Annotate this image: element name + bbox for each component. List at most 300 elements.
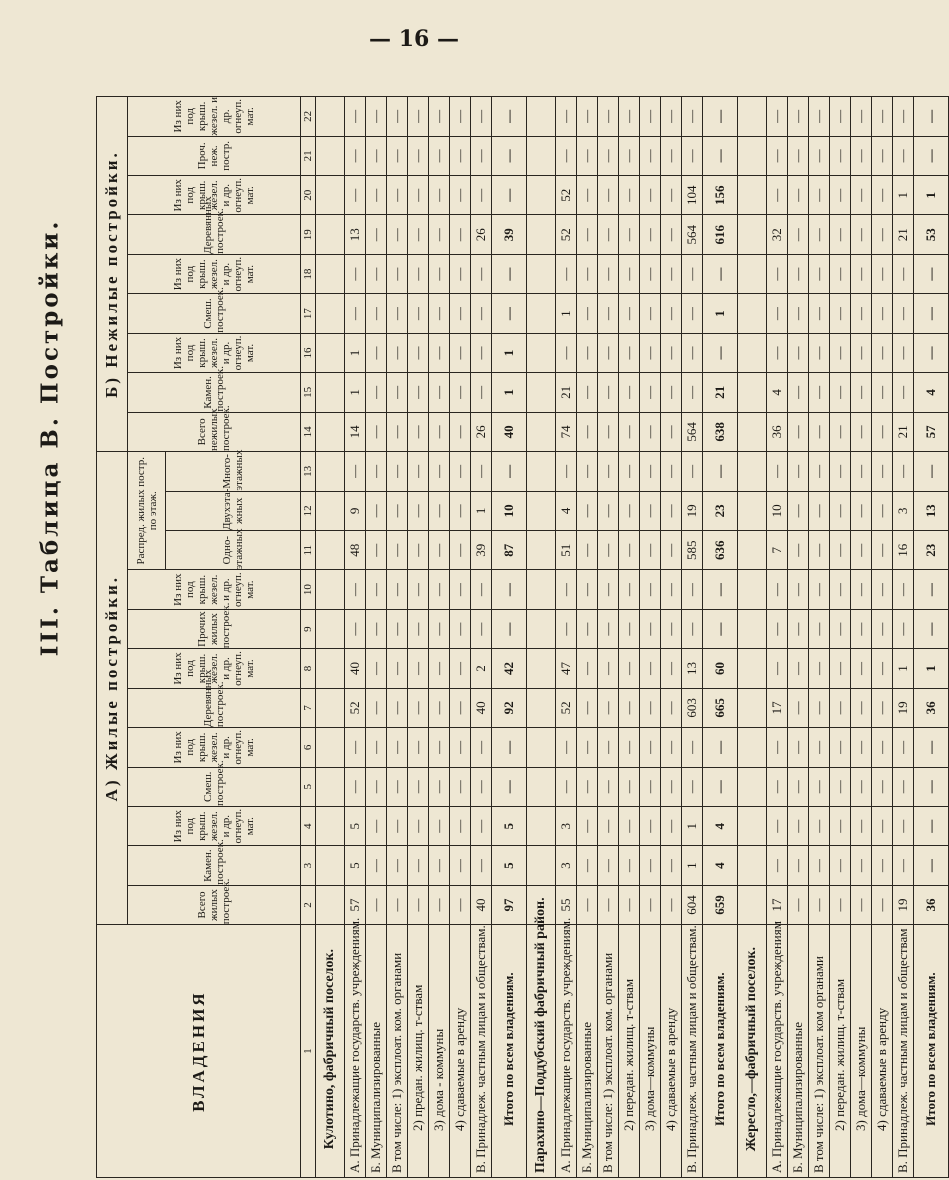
total-value: 57 bbox=[914, 412, 949, 451]
value-cell: — bbox=[872, 609, 893, 648]
total-value: — bbox=[914, 728, 949, 767]
col-header: Одно-этажных bbox=[166, 531, 301, 570]
value-cell: — bbox=[598, 688, 619, 727]
value-cell: — bbox=[767, 846, 788, 885]
value-cell: — bbox=[788, 294, 809, 333]
value-cell: — bbox=[471, 806, 492, 845]
total-row bbox=[492, 97, 527, 1178]
col-header: Из них под крыш. жезел. и др. огнеуп. мат. bbox=[128, 649, 301, 688]
value-cell: 74 bbox=[556, 412, 577, 451]
value-cell: — bbox=[682, 373, 703, 412]
value-cell: — bbox=[851, 649, 872, 688]
value-cell: — bbox=[851, 254, 872, 293]
value-cell: — bbox=[471, 609, 492, 648]
value-cell: — bbox=[767, 806, 788, 845]
value-cell: — bbox=[366, 294, 387, 333]
total-value: 5 bbox=[492, 806, 527, 845]
value-cell: — bbox=[872, 452, 893, 492]
table-row bbox=[661, 97, 682, 1178]
value-cell: — bbox=[767, 649, 788, 688]
total-value: — bbox=[703, 97, 738, 137]
value-cell: — bbox=[619, 531, 640, 570]
empty-cell bbox=[738, 728, 767, 767]
value-cell: — bbox=[429, 885, 450, 924]
value-cell: — bbox=[809, 728, 830, 767]
value-cell: — bbox=[682, 254, 703, 293]
col-header: Камен. построек. bbox=[128, 846, 301, 885]
total-value: — bbox=[914, 294, 949, 333]
total-label: Итого по всем владениям. bbox=[914, 925, 949, 1178]
value-cell: — bbox=[429, 136, 450, 175]
table-row bbox=[619, 97, 640, 1178]
value-cell: 55 bbox=[556, 885, 577, 924]
table-row bbox=[809, 97, 830, 1178]
table-row bbox=[598, 97, 619, 1178]
value-cell: — bbox=[640, 688, 661, 727]
col-number: 21 bbox=[301, 136, 316, 175]
value-cell: 51 bbox=[556, 531, 577, 570]
value-cell: — bbox=[682, 452, 703, 492]
value-cell: — bbox=[788, 531, 809, 570]
value-cell: — bbox=[682, 136, 703, 175]
table-row bbox=[682, 97, 703, 1178]
value-cell: — bbox=[577, 885, 598, 924]
col-header: Деревянных построек. bbox=[128, 688, 301, 727]
value-cell: — bbox=[471, 728, 492, 767]
col-header: Смеш. построек. bbox=[128, 767, 301, 806]
col-header: Из них под крыш. жезел. и др. огнеуп. мат. bbox=[128, 333, 301, 372]
value-cell: 4 bbox=[767, 373, 788, 412]
value-cell: 1 bbox=[893, 176, 914, 215]
value-cell: — bbox=[872, 767, 893, 806]
value-cell: 47 bbox=[556, 649, 577, 688]
value-cell: — bbox=[809, 136, 830, 175]
total-label: Итого по всем владениям. bbox=[492, 925, 527, 1178]
value-cell: — bbox=[661, 806, 682, 845]
value-cell: — bbox=[345, 254, 366, 293]
value-cell: 52 bbox=[556, 688, 577, 727]
value-cell: — bbox=[788, 767, 809, 806]
value-cell: — bbox=[429, 688, 450, 727]
empty-cell bbox=[316, 885, 345, 924]
total-value: 4 bbox=[703, 806, 738, 845]
value-cell: — bbox=[661, 609, 682, 648]
col-number: 5 bbox=[301, 767, 316, 806]
value-cell: — bbox=[872, 649, 893, 688]
col-number: 4 bbox=[301, 806, 316, 845]
value-cell: — bbox=[788, 136, 809, 175]
value-cell: — bbox=[661, 688, 682, 727]
total-value: 659 bbox=[703, 885, 738, 924]
value-cell: — bbox=[619, 215, 640, 254]
col-header: Двухэта-жных bbox=[166, 491, 301, 530]
table-row bbox=[640, 97, 661, 1178]
value-cell: — bbox=[872, 885, 893, 924]
empty-cell bbox=[527, 412, 556, 451]
value-cell: — bbox=[809, 885, 830, 924]
empty-cell bbox=[738, 806, 767, 845]
value-cell: — bbox=[450, 452, 471, 492]
value-cell: — bbox=[851, 531, 872, 570]
total-value: — bbox=[492, 294, 527, 333]
empty-cell bbox=[316, 254, 345, 293]
value-cell: — bbox=[598, 728, 619, 767]
total-value: — bbox=[703, 136, 738, 175]
value-cell: — bbox=[408, 412, 429, 451]
col-number: 3 bbox=[301, 846, 316, 885]
value-cell: — bbox=[830, 806, 851, 845]
col-number: 20 bbox=[301, 176, 316, 215]
empty-cell bbox=[738, 215, 767, 254]
value-cell: — bbox=[809, 649, 830, 688]
value-cell: — bbox=[387, 846, 408, 885]
value-cell: — bbox=[872, 688, 893, 727]
value-cell: — bbox=[851, 294, 872, 333]
value-cell: — bbox=[577, 531, 598, 570]
value-cell: 48 bbox=[345, 531, 366, 570]
value-cell: — bbox=[366, 688, 387, 727]
value-cell: 40 bbox=[471, 885, 492, 924]
col-number: 9 bbox=[301, 609, 316, 648]
total-value: 5 bbox=[492, 846, 527, 885]
value-cell: — bbox=[682, 97, 703, 137]
value-cell: 21 bbox=[893, 412, 914, 451]
value-cell: — bbox=[598, 649, 619, 688]
value-cell: — bbox=[640, 649, 661, 688]
value-cell: 13 bbox=[345, 215, 366, 254]
value-cell: 52 bbox=[556, 215, 577, 254]
empty-cell bbox=[316, 97, 345, 137]
row-label: В том числе: 1) эксплоат. ком органами bbox=[809, 925, 830, 1178]
value-cell: — bbox=[872, 215, 893, 254]
value-cell: — bbox=[598, 885, 619, 924]
table-row bbox=[788, 97, 809, 1178]
value-cell: — bbox=[851, 97, 872, 137]
value-cell: — bbox=[387, 452, 408, 492]
value-cell: — bbox=[345, 570, 366, 609]
row-label: 3) дома—коммуны bbox=[640, 925, 661, 1178]
value-cell: — bbox=[640, 531, 661, 570]
total-value: 1 bbox=[492, 373, 527, 412]
value-cell: — bbox=[619, 333, 640, 372]
empty-cell bbox=[316, 491, 345, 530]
empty-cell bbox=[316, 373, 345, 412]
empty-cell bbox=[527, 649, 556, 688]
value-cell: — bbox=[556, 97, 577, 137]
value-cell: — bbox=[345, 728, 366, 767]
empty-cell bbox=[738, 531, 767, 570]
value-cell: — bbox=[366, 333, 387, 372]
value-cell: 1 bbox=[682, 806, 703, 845]
col-number: 17 bbox=[301, 294, 316, 333]
empty-cell bbox=[527, 846, 556, 885]
value-cell: 1 bbox=[556, 294, 577, 333]
value-cell: — bbox=[788, 254, 809, 293]
value-cell: 19 bbox=[893, 885, 914, 924]
value-cell: 5 bbox=[345, 806, 366, 845]
value-cell: — bbox=[345, 452, 366, 492]
row-label: В. Принадлеж. частным лицам и обществам bbox=[893, 925, 914, 1178]
value-cell: — bbox=[366, 452, 387, 492]
value-cell: — bbox=[366, 215, 387, 254]
value-cell: — bbox=[619, 412, 640, 451]
total-value: — bbox=[703, 609, 738, 648]
value-cell: 3 bbox=[556, 846, 577, 885]
value-cell: — bbox=[429, 806, 450, 845]
value-cell: — bbox=[830, 412, 851, 451]
value-cell: — bbox=[598, 531, 619, 570]
section-name: Жересло,—фабричный поселок. bbox=[738, 925, 767, 1178]
value-cell: — bbox=[471, 136, 492, 175]
value-cell: — bbox=[598, 294, 619, 333]
value-cell: — bbox=[387, 806, 408, 845]
col-number: 22 bbox=[301, 97, 316, 137]
total-value: 60 bbox=[703, 649, 738, 688]
value-cell: — bbox=[872, 176, 893, 215]
value-cell: — bbox=[830, 767, 851, 806]
row-label: Б. Муниципализированные bbox=[788, 925, 809, 1178]
value-cell: — bbox=[387, 176, 408, 215]
value-cell: — bbox=[471, 97, 492, 137]
value-cell: — bbox=[387, 333, 408, 372]
value-cell: — bbox=[640, 136, 661, 175]
total-value: 1 bbox=[492, 333, 527, 372]
value-cell: — bbox=[893, 97, 914, 137]
empty-cell bbox=[738, 254, 767, 293]
total-value: 21 bbox=[703, 373, 738, 412]
value-cell: — bbox=[830, 885, 851, 924]
value-cell: — bbox=[598, 767, 619, 806]
value-cell: — bbox=[387, 728, 408, 767]
value-cell: — bbox=[830, 254, 851, 293]
value-cell: — bbox=[577, 452, 598, 492]
row-label: 2) передан. жилищ. т-ствам bbox=[830, 925, 851, 1178]
value-cell: — bbox=[577, 649, 598, 688]
empty-cell bbox=[527, 531, 556, 570]
value-cell: — bbox=[682, 728, 703, 767]
value-cell: — bbox=[429, 412, 450, 451]
value-cell: — bbox=[640, 491, 661, 530]
value-cell: — bbox=[387, 885, 408, 924]
value-cell: — bbox=[788, 649, 809, 688]
value-cell: — bbox=[661, 531, 682, 570]
value-cell: — bbox=[577, 609, 598, 648]
value-cell: — bbox=[471, 333, 492, 372]
value-cell: — bbox=[767, 767, 788, 806]
value-cell: — bbox=[893, 294, 914, 333]
value-cell: 7 bbox=[767, 531, 788, 570]
total-value: — bbox=[703, 333, 738, 372]
value-cell: — bbox=[471, 294, 492, 333]
value-cell: — bbox=[851, 333, 872, 372]
col-number: 6 bbox=[301, 728, 316, 767]
value-cell: — bbox=[640, 254, 661, 293]
total-label: Итого по всем владениям. bbox=[703, 925, 738, 1178]
value-cell: — bbox=[872, 806, 893, 845]
value-cell: — bbox=[387, 294, 408, 333]
value-cell: — bbox=[577, 688, 598, 727]
value-cell: — bbox=[366, 136, 387, 175]
value-cell: — bbox=[851, 846, 872, 885]
empty-cell bbox=[316, 767, 345, 806]
value-cell: — bbox=[366, 649, 387, 688]
row-label: 4) сдаваемые в аренду bbox=[661, 925, 682, 1178]
value-cell: — bbox=[429, 215, 450, 254]
total-value: — bbox=[914, 136, 949, 175]
col-header: Из них под крыш. жезел. и др. огнеуп. мат. bbox=[128, 806, 301, 845]
empty-cell bbox=[316, 806, 345, 845]
empty-cell bbox=[738, 294, 767, 333]
empty-cell bbox=[316, 412, 345, 451]
empty-cell bbox=[738, 846, 767, 885]
value-cell: — bbox=[661, 767, 682, 806]
value-cell: — bbox=[387, 570, 408, 609]
value-cell: — bbox=[408, 531, 429, 570]
value-cell: — bbox=[408, 294, 429, 333]
value-cell: — bbox=[577, 570, 598, 609]
value-cell: — bbox=[366, 570, 387, 609]
empty-cell bbox=[527, 136, 556, 175]
value-cell: — bbox=[408, 885, 429, 924]
value-cell: — bbox=[471, 254, 492, 293]
value-cell: — bbox=[429, 254, 450, 293]
total-value: 1 bbox=[703, 294, 738, 333]
value-cell: — bbox=[619, 688, 640, 727]
value-cell: — bbox=[619, 649, 640, 688]
value-cell: — bbox=[450, 846, 471, 885]
total-value: — bbox=[914, 570, 949, 609]
value-cell: — bbox=[851, 570, 872, 609]
value-cell: — bbox=[809, 688, 830, 727]
value-cell: — bbox=[851, 728, 872, 767]
value-cell: — bbox=[619, 806, 640, 845]
table-row bbox=[471, 97, 492, 1178]
value-cell: — bbox=[387, 609, 408, 648]
value-cell: — bbox=[661, 176, 682, 215]
col-header: Всего нежилых построек. bbox=[128, 412, 301, 451]
total-value: — bbox=[914, 452, 949, 492]
value-cell: — bbox=[387, 97, 408, 137]
value-cell: — bbox=[450, 688, 471, 727]
value-cell: 5 bbox=[345, 846, 366, 885]
col-header: Прочих жилых построек. bbox=[128, 609, 301, 648]
col-header: Деревянных построек. bbox=[128, 215, 301, 254]
value-cell: 14 bbox=[345, 412, 366, 451]
value-cell: — bbox=[471, 373, 492, 412]
value-cell: — bbox=[851, 136, 872, 175]
value-cell: — bbox=[598, 215, 619, 254]
total-value: — bbox=[914, 609, 949, 648]
empty-cell bbox=[527, 176, 556, 215]
value-cell: — bbox=[619, 136, 640, 175]
total-value: 97 bbox=[492, 885, 527, 924]
value-cell: — bbox=[872, 97, 893, 137]
value-cell: 36 bbox=[767, 412, 788, 451]
value-cell: 1 bbox=[471, 491, 492, 530]
value-cell: 1 bbox=[682, 846, 703, 885]
value-cell: — bbox=[450, 215, 471, 254]
value-cell: 52 bbox=[556, 176, 577, 215]
value-cell: — bbox=[872, 412, 893, 451]
value-cell: 604 bbox=[682, 885, 703, 924]
value-cell: — bbox=[408, 767, 429, 806]
table-row bbox=[366, 97, 387, 1178]
value-cell: — bbox=[450, 728, 471, 767]
value-cell: — bbox=[598, 609, 619, 648]
value-cell: — bbox=[429, 649, 450, 688]
empty-cell bbox=[316, 136, 345, 175]
empty-cell bbox=[738, 97, 767, 137]
value-cell: — bbox=[366, 846, 387, 885]
value-cell: — bbox=[788, 609, 809, 648]
value-cell: — bbox=[661, 412, 682, 451]
col-number: 13 bbox=[301, 452, 316, 492]
value-cell: 26 bbox=[471, 412, 492, 451]
value-cell: — bbox=[788, 570, 809, 609]
value-cell: — bbox=[471, 570, 492, 609]
value-cell: — bbox=[830, 176, 851, 215]
value-cell: — bbox=[471, 846, 492, 885]
value-cell: — bbox=[872, 728, 893, 767]
value-cell: — bbox=[598, 136, 619, 175]
value-cell: — bbox=[471, 767, 492, 806]
table-row bbox=[408, 97, 429, 1178]
table-row bbox=[387, 97, 408, 1178]
value-cell: — bbox=[872, 333, 893, 372]
value-cell: — bbox=[408, 333, 429, 372]
value-cell: — bbox=[408, 649, 429, 688]
value-cell: — bbox=[577, 254, 598, 293]
value-cell: — bbox=[450, 531, 471, 570]
value-cell: — bbox=[450, 491, 471, 530]
empty-cell bbox=[316, 649, 345, 688]
total-value: — bbox=[492, 176, 527, 215]
value-cell: — bbox=[661, 885, 682, 924]
value-cell: 52 bbox=[345, 688, 366, 727]
empty-cell bbox=[738, 412, 767, 451]
value-cell: — bbox=[640, 570, 661, 609]
value-cell: — bbox=[556, 333, 577, 372]
col-number: 12 bbox=[301, 491, 316, 530]
value-cell: — bbox=[387, 767, 408, 806]
col-number: 18 bbox=[301, 254, 316, 293]
value-cell: — bbox=[471, 452, 492, 492]
empty-cell bbox=[527, 806, 556, 845]
value-cell: — bbox=[872, 491, 893, 530]
value-cell: — bbox=[577, 294, 598, 333]
value-cell: — bbox=[661, 215, 682, 254]
value-cell: — bbox=[429, 846, 450, 885]
data-table bbox=[96, 96, 949, 1178]
total-value: 36 bbox=[914, 885, 949, 924]
value-cell: — bbox=[682, 609, 703, 648]
value-cell: — bbox=[556, 728, 577, 767]
value-cell: — bbox=[893, 846, 914, 885]
value-cell: — bbox=[619, 176, 640, 215]
value-cell: — bbox=[619, 885, 640, 924]
value-cell: — bbox=[408, 254, 429, 293]
value-cell: — bbox=[640, 885, 661, 924]
value-cell: 3 bbox=[893, 491, 914, 530]
value-cell: — bbox=[345, 767, 366, 806]
value-cell: — bbox=[387, 688, 408, 727]
value-cell: — bbox=[577, 333, 598, 372]
section-name: Парахино—Поддубский фабричный район. bbox=[527, 925, 556, 1178]
col-header: Много-этажных bbox=[166, 452, 301, 492]
col-header: Всего жилых построек. bbox=[128, 885, 301, 924]
table-row bbox=[577, 97, 598, 1178]
value-cell: — bbox=[661, 373, 682, 412]
